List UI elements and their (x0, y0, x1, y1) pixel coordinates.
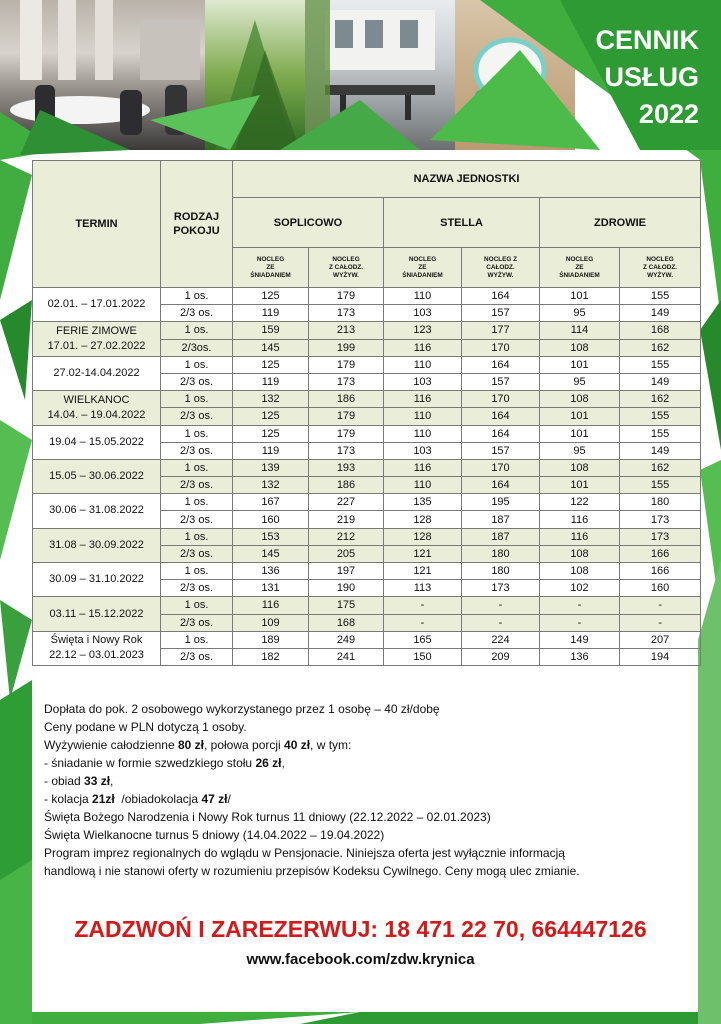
table-row (33, 356, 701, 373)
price-cell: 180 (462, 545, 540, 562)
price-cell: 187 (462, 528, 540, 545)
price-cell: 110 (384, 356, 462, 373)
price-cell: 132 (233, 477, 309, 494)
price-cell: 102 (540, 580, 620, 597)
price-cell: 157 (462, 373, 540, 390)
price-cell: 122 (540, 494, 620, 511)
price-cell: 145 (233, 339, 309, 356)
subheader-line: NOCLEG (646, 255, 674, 263)
title-line-2: USŁUG (604, 62, 699, 92)
price-cell: 197 (309, 563, 384, 580)
price-cell: 108 (540, 459, 620, 476)
price-cell: 194 (620, 648, 701, 665)
period-cell (33, 494, 161, 528)
note-line (44, 772, 684, 790)
reservation-call-to-action: ZADZWOŃ I ZAREZERWUJ: 18 471 22 70, 664447126 (74, 916, 647, 942)
price-cell: 164 (462, 425, 540, 442)
note-text: , (281, 756, 285, 770)
price-cell: 150 (384, 648, 462, 665)
table-row (33, 528, 701, 545)
period-label: 30.06 – 31.08.2022 (49, 504, 144, 517)
subheader-cell (620, 248, 701, 288)
price-cell: - (384, 614, 462, 631)
price-cell: 241 (309, 648, 384, 665)
price-cell: 177 (462, 322, 540, 339)
room-type-cell: 2/3 os. (161, 511, 233, 528)
price-cell: 207 (620, 631, 701, 648)
note-text: handlową i nie stanowi oferty w rozumieniu przepisów Kodeksu Cywilnego. Ceny mogą ulec zmianie. (44, 864, 580, 878)
price-cell: 160 (233, 511, 309, 528)
price-cell: 157 (462, 442, 540, 459)
period-cell (33, 288, 161, 322)
price-cell: 180 (462, 563, 540, 580)
room-type-cell: 1 os. (161, 528, 233, 545)
price-cell: 119 (233, 305, 309, 322)
table-row (33, 459, 701, 476)
price-cell: 186 (309, 477, 384, 494)
subheader-line: NOCLEG (565, 255, 594, 263)
price-cell: 125 (233, 408, 309, 425)
price-cell: 110 (384, 425, 462, 442)
price-cell: 205 (309, 545, 384, 562)
price-cell: 162 (620, 339, 701, 356)
price-cell: 164 (462, 408, 540, 425)
note-text: , (110, 774, 114, 788)
price-cell: 108 (540, 545, 620, 562)
subheader-line: NOCLEG Z (483, 255, 518, 263)
price-cell: 173 (309, 442, 384, 459)
note-price: 21zł (92, 792, 115, 806)
price-cell: 149 (620, 373, 701, 390)
price-cell: 145 (233, 545, 309, 562)
price-cell: 227 (309, 494, 384, 511)
price-cell: 125 (233, 356, 309, 373)
col-header-nazwa: NAZWA JEDNOSTKI (233, 161, 701, 198)
price-cell: 159 (233, 322, 309, 339)
subheader-line: Z CAŁODZ. (328, 263, 364, 271)
note-text: Dopłata do pok. 2 osobowego wykorzystanego przez 1 osobę – 40 zł/dobę (44, 702, 440, 716)
price-cell: 173 (462, 580, 540, 597)
price-cell: 199 (309, 339, 384, 356)
price-cell: 249 (309, 631, 384, 648)
note-text: Wyżywienie całodzienne (44, 738, 178, 752)
subheader-line: ZE (418, 263, 427, 271)
note-text: Ceny podane w PLN dotyczą 1 osoby. (44, 720, 247, 734)
price-cell: 110 (384, 288, 462, 305)
price-cell: 155 (620, 288, 701, 305)
unit-header-zdrowie: ZDROWIE (540, 198, 701, 248)
table-row (33, 597, 701, 614)
room-type-cell: 2/3 os. (161, 580, 233, 597)
price-cell: 95 (540, 442, 620, 459)
price-cell: 101 (540, 288, 620, 305)
period-label: 31.08 – 30.09.2022 (49, 538, 144, 551)
period-cell (33, 528, 161, 562)
price-cell: 125 (233, 425, 309, 442)
price-cell: 116 (540, 511, 620, 528)
price-cell: 168 (620, 322, 701, 339)
price-cell: 179 (309, 425, 384, 442)
price-cell: 119 (233, 442, 309, 459)
price-cell: 180 (620, 494, 701, 511)
price-cell: 213 (309, 322, 384, 339)
period-label: 17.01. – 27.02.2022 (47, 340, 146, 353)
price-cell: 116 (233, 597, 309, 614)
note-line (44, 700, 684, 718)
period-cell (33, 425, 161, 459)
note-text: - obiad (44, 774, 85, 788)
price-cell: 103 (384, 442, 462, 459)
price-cell: - (540, 597, 620, 614)
notes-section (44, 700, 684, 880)
price-cell: 157 (462, 305, 540, 322)
room-type-cell: 2/3 os. (161, 614, 233, 631)
note-text: , połowa porcji (203, 738, 285, 752)
col-header-termin: TERMIN (33, 161, 161, 288)
price-cell: 121 (384, 545, 462, 562)
price-cell: - (384, 597, 462, 614)
room-type-cell: 2/3 os. (161, 477, 233, 494)
price-cell: 173 (620, 511, 701, 528)
price-cell: 123 (384, 322, 462, 339)
room-type-cell: 2/3 os. (161, 373, 233, 390)
price-cell: 170 (462, 459, 540, 476)
price-cell: 209 (462, 648, 540, 665)
page-title (595, 22, 699, 133)
room-type-cell: 1 os. (161, 631, 233, 648)
col-header-rodzaj: RODZAJ POKOJU (161, 161, 233, 288)
table-row (33, 631, 701, 648)
facebook-link[interactable]: www.facebook.com/zdw.krynica (246, 951, 475, 968)
price-cell: 132 (233, 391, 309, 408)
price-cell: 131 (233, 580, 309, 597)
subheader-line: ZE (575, 263, 584, 271)
note-text: /obiadokolacja (114, 792, 202, 806)
price-cell: 155 (620, 356, 701, 373)
price-cell: 224 (462, 631, 540, 648)
note-price: 33 zł (84, 774, 111, 788)
subheader-cell (309, 248, 384, 288)
price-cell: 170 (462, 339, 540, 356)
price-cell: 103 (384, 373, 462, 390)
price-cell: 113 (384, 580, 462, 597)
subheader-line: NOCLEG (332, 255, 360, 263)
room-type-cell: 2/3 os. (161, 442, 233, 459)
price-cell: 110 (384, 477, 462, 494)
price-cell: 173 (620, 528, 701, 545)
price-cell: 212 (309, 528, 384, 545)
price-cell: - (620, 614, 701, 631)
price-cell: - (462, 597, 540, 614)
period-label: 27.02-14.04.2022 (53, 366, 140, 379)
subheader-line: WYŻYW. (647, 271, 673, 279)
price-cell: 173 (309, 305, 384, 322)
note-text: / (227, 792, 231, 806)
period-label: FERIE ZIMOWE (56, 325, 137, 338)
room-type-cell: 1 os. (161, 356, 233, 373)
price-cell: 108 (540, 391, 620, 408)
note-text: Program imprez regionalnych do wglądu w Pensjonacie. Niniejsza oferta jest wyłącznie informacją (44, 846, 565, 860)
room-type-cell: 1 os. (161, 288, 233, 305)
period-label: 22.12 – 03.01.2023 (49, 649, 144, 662)
price-cell: 182 (233, 648, 309, 665)
price-cell: 110 (384, 408, 462, 425)
price-cell: 193 (309, 459, 384, 476)
period-cell (33, 563, 161, 597)
room-type-cell: 2/3 os. (161, 305, 233, 322)
subheader-line: WYŻYW. (487, 271, 514, 279)
period-label: 03.11 – 15.12.2022 (49, 607, 144, 620)
period-label: 30.09 – 31.10.2022 (49, 573, 144, 586)
price-cell: 179 (309, 356, 384, 373)
price-cell: 160 (620, 580, 701, 597)
price-cell: 114 (540, 322, 620, 339)
price-cell: 162 (620, 391, 701, 408)
price-cell: 101 (540, 425, 620, 442)
note-text: - śniadanie w formie szwedzkiego stołu (44, 756, 256, 770)
period-cell (33, 597, 161, 631)
room-type-cell: 1 os. (161, 494, 233, 511)
subheader-line: CAŁODZ. (486, 263, 515, 271)
room-type-cell: 1 os. (161, 597, 233, 614)
price-cell: 116 (384, 391, 462, 408)
note-line (44, 808, 684, 826)
room-type-cell: 1 os. (161, 425, 233, 442)
period-label: 14.04. – 19.04.2022 (47, 408, 146, 421)
room-type-cell: 2/3os. (161, 339, 233, 356)
price-cell: 135 (384, 494, 462, 511)
note-line (44, 754, 684, 772)
price-cell: 95 (540, 305, 620, 322)
period-label: WIELKANOC (63, 393, 130, 406)
price-cell: 128 (384, 528, 462, 545)
price-table (32, 160, 701, 666)
price-cell: 95 (540, 373, 620, 390)
price-cell: 136 (233, 563, 309, 580)
price-cell: 125 (233, 288, 309, 305)
period-cell (33, 459, 161, 493)
price-cell: 149 (620, 305, 701, 322)
subheader-line: ZE (266, 263, 275, 271)
room-type-cell: 2/3 os. (161, 545, 233, 562)
title-line-1: CENNIK (595, 25, 699, 55)
note-line (44, 844, 684, 862)
subheader-line: NOCLEG (256, 255, 285, 263)
period-cell (33, 631, 161, 665)
note-text: Święta Wielkanocne turnus 5 dniowy (14.04.2022 – 19.04.2022) (44, 828, 385, 842)
price-cell: 175 (309, 597, 384, 614)
subheader-cell (540, 248, 620, 288)
price-cell: 149 (540, 631, 620, 648)
price-cell: 128 (384, 511, 462, 528)
price-cell: 155 (620, 425, 701, 442)
table-row (33, 288, 701, 305)
note-line (44, 736, 684, 754)
price-cell: 153 (233, 528, 309, 545)
period-cell (33, 322, 161, 356)
price-cell: 101 (540, 356, 620, 373)
price-cell: - (540, 614, 620, 631)
price-cell: 103 (384, 305, 462, 322)
price-cell: 136 (540, 648, 620, 665)
table-row (33, 563, 701, 580)
period-label: 02.01. – 17.01.2022 (47, 298, 146, 311)
subheader-cell (384, 248, 462, 288)
note-line (44, 790, 684, 808)
price-cell: 166 (620, 545, 701, 562)
price-cell: 173 (309, 373, 384, 390)
price-cell: 139 (233, 459, 309, 476)
price-cell: 162 (620, 459, 701, 476)
price-cell: 149 (620, 442, 701, 459)
price-cell: 101 (540, 408, 620, 425)
table-row (33, 425, 701, 442)
subheader-line: WYŻYW. (333, 271, 359, 279)
period-cell (33, 356, 161, 390)
note-line (44, 826, 684, 844)
price-cell: 116 (384, 459, 462, 476)
subheader-line: NOCLEG (408, 255, 437, 263)
table-row (33, 391, 701, 408)
note-price: 47 zł (201, 792, 228, 806)
price-cell: 190 (309, 580, 384, 597)
period-label: 19.04 – 15.05.2022 (49, 435, 144, 448)
price-cell: 166 (620, 563, 701, 580)
price-cell: 164 (462, 477, 540, 494)
price-cell: 167 (233, 494, 309, 511)
subheader-line: ŚNIADANIEM (559, 271, 600, 279)
price-cell: 108 (540, 339, 620, 356)
room-type-cell: 1 os. (161, 459, 233, 476)
price-cell: 109 (233, 614, 309, 631)
price-cell: 164 (462, 356, 540, 373)
subheader-cell (233, 248, 309, 288)
price-cell: 155 (620, 477, 701, 494)
price-cell: 116 (540, 528, 620, 545)
note-line (44, 718, 684, 736)
note-text: - kolacja (44, 792, 93, 806)
price-cell: 108 (540, 563, 620, 580)
subheader-cell (462, 248, 540, 288)
price-cell: 189 (233, 631, 309, 648)
unit-header-stella: STELLA (384, 198, 540, 248)
period-label: 15.05 – 30.06.2022 (49, 470, 144, 483)
price-cell: 179 (309, 408, 384, 425)
room-type-cell: 1 os. (161, 391, 233, 408)
price-cell: 195 (462, 494, 540, 511)
subheader-line: ŚNIADANIEM (402, 271, 443, 279)
room-type-cell: 1 os. (161, 563, 233, 580)
room-type-cell: 2/3 os. (161, 408, 233, 425)
note-text: , w tym: (310, 738, 352, 752)
note-price: 80 zł (177, 738, 204, 752)
price-cell: 187 (462, 511, 540, 528)
price-cell: 219 (309, 511, 384, 528)
price-cell: 170 (462, 391, 540, 408)
period-cell (33, 391, 161, 425)
price-cell: 101 (540, 477, 620, 494)
price-cell: 119 (233, 373, 309, 390)
period-label: Święta i Nowy Rok (50, 634, 143, 647)
room-type-cell: 1 os. (161, 322, 233, 339)
price-cell: 121 (384, 563, 462, 580)
price-cell: 179 (309, 288, 384, 305)
note-price: 40 zł (284, 738, 311, 752)
table-row (33, 494, 701, 511)
price-cell: 116 (384, 339, 462, 356)
unit-header-soplicowo: SOPLICOWO (233, 198, 384, 248)
note-line (44, 862, 684, 880)
note-text: Święta Bożego Narodzenia i Nowy Rok turnus 11 dniowy (22.12.2022 – 02.01.2023) (44, 810, 491, 824)
subheader-line: Z CAŁODZ. (642, 263, 678, 271)
price-cell: 165 (384, 631, 462, 648)
price-cell: 186 (309, 391, 384, 408)
price-cell: - (462, 614, 540, 631)
title-line-3: 2022 (638, 99, 699, 129)
note-price: 26 zł (255, 756, 282, 770)
price-cell: 164 (462, 288, 540, 305)
price-cell: 155 (620, 408, 701, 425)
price-cell: - (620, 597, 701, 614)
price-cell: 168 (309, 614, 384, 631)
table-row (33, 322, 701, 339)
subheader-line: ŚNIADANIEM (250, 271, 291, 279)
room-type-cell: 2/3 os. (161, 648, 233, 665)
